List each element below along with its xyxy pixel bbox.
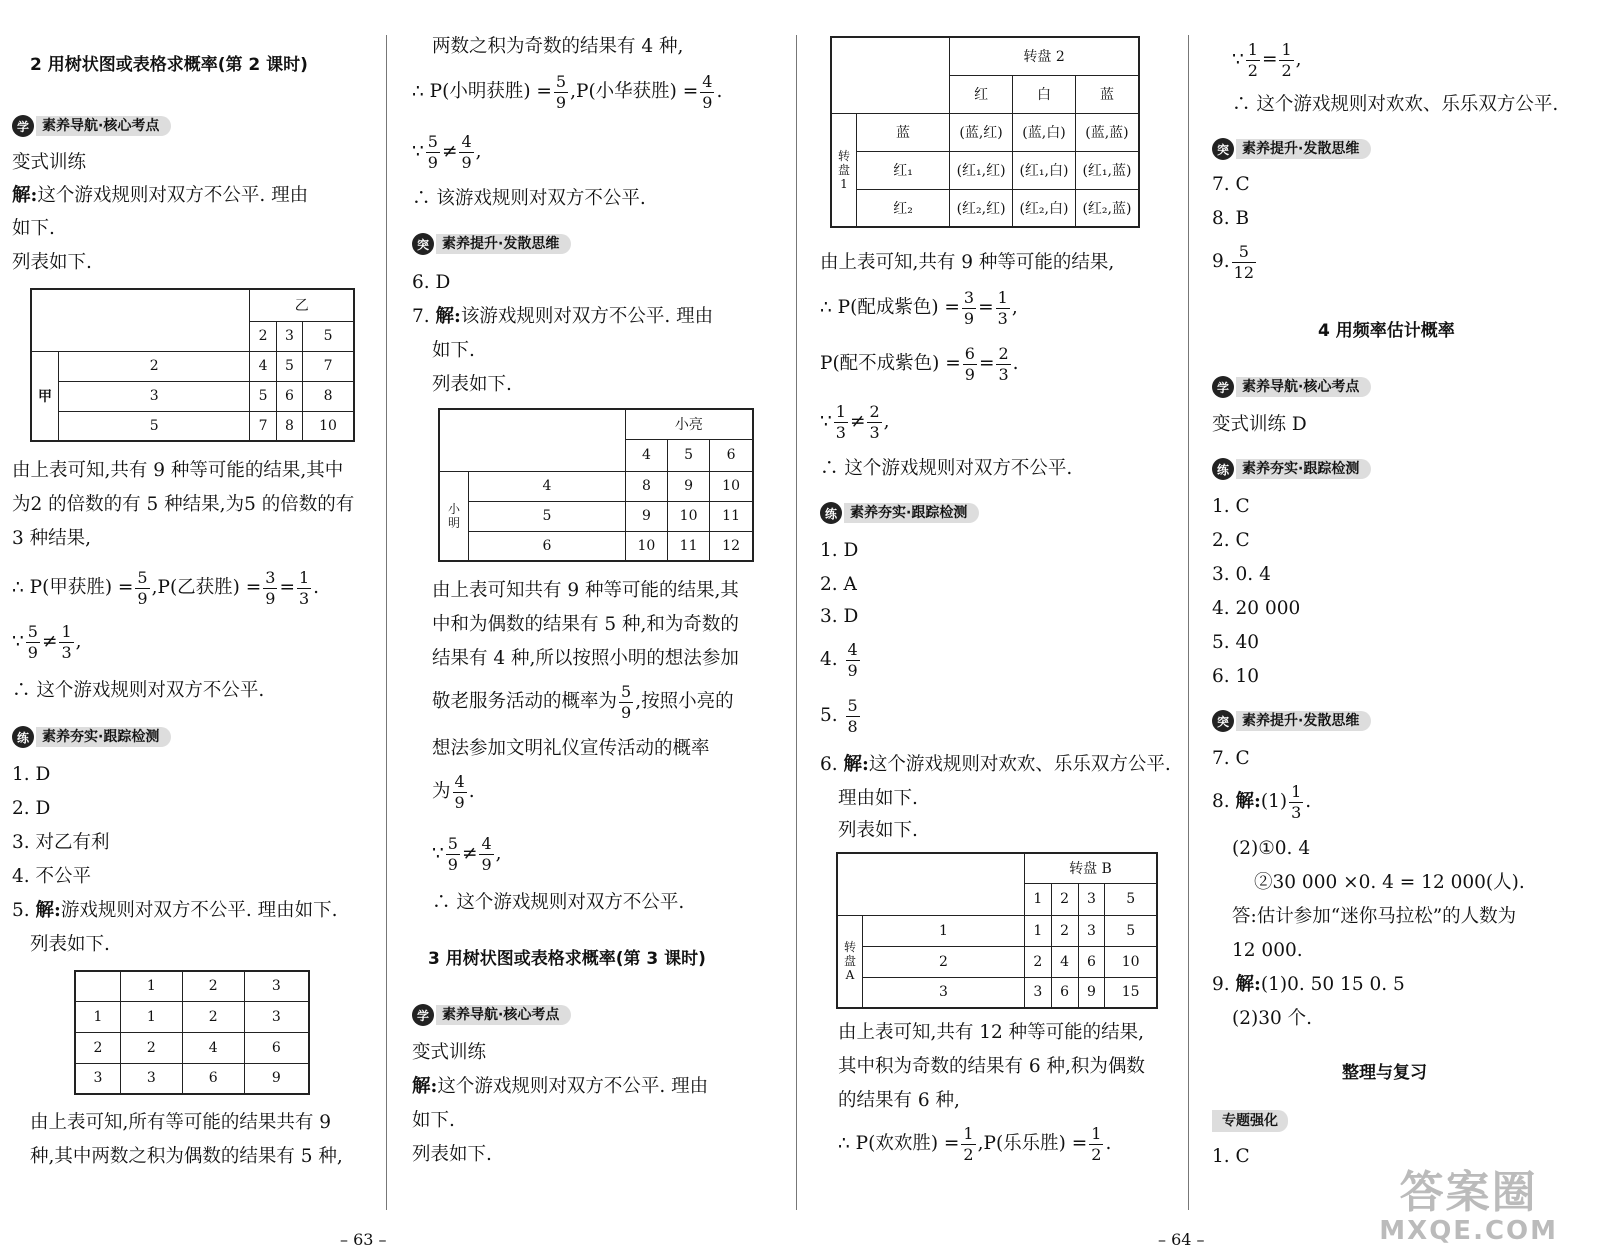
table-cell: 3 — [244, 1001, 309, 1032]
table-cell: 5 — [1105, 915, 1157, 946]
formula-line: ∵ $\frac{5}{9}$ ≠ $\frac{4}{9}$ , — [432, 833, 502, 874]
row-label: 甲 — [31, 351, 59, 441]
answer-line: 1. C — [1212, 1146, 1250, 1167]
table-cell: (红₁,红) — [950, 151, 1013, 189]
answer-line: 3. 0. 4 — [1212, 564, 1271, 585]
answer-line: 7. C — [1212, 174, 1250, 195]
formula-line: ∵ $\frac{5}{9}$ ≠ $\frac{1}{3}$ , — [12, 621, 82, 662]
table-cell: 2 — [182, 971, 244, 1001]
formula-line: ∴ P(小明获胜) = $\frac{5}{9}$ ,P(小华获胜) = $\frac{4}{9}$ . — [412, 71, 723, 112]
table-cell: 5 — [59, 411, 250, 441]
text-line: (2)30 个. — [1232, 1008, 1313, 1029]
table-cell: 3 — [59, 381, 250, 411]
table-cell: 4 — [182, 1032, 244, 1063]
text-line: ②30 000 ×0. 4 = 12 000(人). — [1254, 872, 1525, 893]
text-line: ∴ 这个游戏规则对欢欢、乐乐双方公平. — [1232, 94, 1559, 115]
section-badge — [1212, 374, 1371, 400]
table-cell: 6 — [1051, 977, 1078, 1008]
badge-label: 素养夯实·跟踪检测 — [36, 727, 171, 747]
text-line: ∴ 这个游戏规则对双方不公平. — [820, 458, 1073, 479]
badge-icon: 学 — [412, 1004, 434, 1026]
table-cell: 5 — [303, 321, 354, 351]
table-cell: 6 — [469, 531, 626, 561]
answer-line: 5. $\frac{5}{8}$ — [820, 695, 858, 736]
table-cell: (红₂,蓝) — [1075, 189, 1139, 227]
table-cell: 2 — [1051, 915, 1078, 946]
row-label: 转盘1 — [831, 113, 857, 227]
table-cell: 2 — [1051, 883, 1078, 915]
answer-line: 7. C — [1212, 748, 1250, 769]
section-title: 3 用树状图或表格求概率(第 3 课时) — [428, 949, 706, 969]
text-line: 由上表可知,共有 9 种等可能的结果,其中 — [12, 460, 344, 481]
formula-line: 为 $\frac{4}{9}$ . — [432, 771, 475, 812]
text-line: ∴ 这个游戏规则对双方不公平. — [432, 892, 685, 913]
badge-icon: 学 — [1212, 376, 1234, 398]
result-table — [836, 852, 1158, 1009]
table-cell: 2 — [250, 321, 276, 351]
badge-icon: 突 — [1212, 710, 1234, 732]
table-cell: 红 — [950, 75, 1013, 113]
table-header: 小亮 — [625, 409, 753, 439]
text-line: 列表如下. — [838, 820, 918, 841]
table-cell: 4 — [469, 471, 626, 501]
text-line: 变式训练 — [412, 1042, 487, 1063]
text-line: 如下. — [432, 340, 475, 361]
formula-line: ∵ $\frac{1}{3}$ ≠ $\frac{2}{3}$ , — [820, 401, 890, 442]
answer-line: 5. 解:游戏规则对双方不公平. 理由如下. — [12, 900, 338, 921]
answer-line: 1. D — [12, 764, 51, 785]
text-line: 由上表可知,所有等可能的结果共有 9 — [30, 1112, 332, 1133]
table-cell: 1 — [1024, 883, 1051, 915]
table-header: 转盘 B — [1024, 853, 1157, 883]
table-cell: 6 — [710, 439, 753, 471]
page-number: – 63 – — [340, 1230, 387, 1249]
text-line: 列表如下. — [412, 1144, 492, 1165]
text-line: 解:这个游戏规则对双方不公平. 理由 — [412, 1076, 709, 1097]
table-cell: 12 — [710, 531, 753, 561]
text-line: 为2 的倍数的有 5 种结果,为5 的倍数的有 — [12, 494, 355, 515]
table-cell: 蓝 — [857, 113, 950, 151]
table-cell: 9 — [244, 1063, 309, 1094]
badge-icon: 练 — [820, 502, 842, 524]
text-line: 种,其中两数之积为偶数的结果有 5 种, — [30, 1146, 343, 1167]
answer-line: 2. C — [1212, 530, 1250, 551]
table-cell: 3 — [75, 1063, 121, 1094]
table-cell: 7 — [250, 411, 276, 441]
text-line: 想法参加文明礼仪宣传活动的概率 — [432, 738, 710, 759]
table-cell: 10 — [303, 411, 354, 441]
column-divider — [386, 35, 387, 1210]
answer-line: 4. 20 000 — [1212, 598, 1301, 619]
badge-icon: 练 — [12, 726, 34, 748]
formula-line: 敬老服务活动的概率为 $\frac{5}{9}$ ,按照小亮的 — [432, 681, 734, 722]
result-table — [438, 408, 754, 562]
table-cell: 6 — [244, 1032, 309, 1063]
text-line: 结果有 4 种,所以按照小明的想法参加 — [432, 648, 739, 669]
answer-line: 9. $\frac{5}{12}$ — [1212, 241, 1255, 282]
table-cell: 5 — [276, 351, 302, 381]
text-line: 列表如下. — [12, 252, 92, 273]
table-cell: 5 — [1105, 883, 1157, 915]
table-cell: (红₁,蓝) — [1075, 151, 1139, 189]
table-cell: 5 — [469, 501, 626, 531]
text-line: 如下. — [12, 218, 55, 239]
table-cell: (红₂,白) — [1013, 189, 1076, 227]
text-line: 中和为偶数的结果有 5 种,和为奇数的 — [432, 614, 739, 635]
text-line: 列表如下. — [432, 374, 512, 395]
table-cell: 3 — [863, 977, 1025, 1008]
table-cell: 6 — [182, 1063, 244, 1094]
text-line: 理由如下. — [838, 788, 918, 809]
text-line: 3 种结果, — [12, 528, 92, 549]
section-badge — [1212, 708, 1371, 734]
text-line: 变式训练 — [12, 152, 87, 173]
badge-label: 素养提升·发散思维 — [1236, 711, 1371, 731]
table-cell: 5 — [668, 439, 710, 471]
formula-line: ∵ $\frac{5}{9}$ ≠ $\frac{4}{9}$ , — [412, 131, 482, 172]
badge-label: 素养导航·核心考点 — [1236, 377, 1371, 397]
table-cell: 3 — [121, 1063, 183, 1094]
table-cell: 10 — [625, 531, 667, 561]
answer-line: 2. D — [12, 798, 51, 819]
table-cell: 2 — [182, 1001, 244, 1032]
text-line: 解:这个游戏规则对双方不公平. 理由 — [12, 185, 309, 206]
table-cell: 3 — [1078, 915, 1105, 946]
formula-line: P(配不成紫色) = $\frac{6}{9}$ = $\frac{2}{3}$ . — [820, 343, 1019, 384]
table-cell: 2 — [121, 1032, 183, 1063]
table-cell: 2 — [75, 1032, 121, 1063]
table-cell: 9 — [1078, 977, 1105, 1008]
table-cell: 8 — [625, 471, 667, 501]
column-divider — [1188, 35, 1189, 1210]
text-line: ∴ 该游戏规则对双方不公平. — [412, 188, 646, 209]
table-cell: 15 — [1105, 977, 1157, 1008]
result-table — [74, 970, 310, 1095]
table-cell: 7 — [303, 351, 354, 381]
section-badge — [412, 1002, 571, 1028]
answer-line: 3. 对乙有利 — [12, 832, 110, 853]
badge-icon: 学 — [12, 115, 34, 137]
table-cell: 9 — [625, 501, 667, 531]
table-header: 转盘 2 — [950, 37, 1139, 75]
answer-line: 6. D — [412, 272, 451, 293]
table-cell: 4 — [1051, 946, 1078, 977]
answer-line: 6. 解:这个游戏规则对欢欢、乐乐双方公平. — [820, 754, 1171, 775]
section-badge — [1212, 136, 1371, 162]
formula-line: ∴ P(配成紫色) = $\frac{3}{9}$ = $\frac{1}{3}$ , — [820, 287, 1018, 328]
answer-line: 4. $\frac{4}{9}$ — [820, 639, 858, 680]
badge-label: 素养夯实·跟踪检测 — [1236, 459, 1371, 479]
table-cell: 8 — [303, 381, 354, 411]
text-line: 12 000. — [1232, 940, 1303, 961]
badge-icon: 突 — [1212, 138, 1234, 160]
result-table — [830, 36, 1140, 228]
row-label: 转盘A — [837, 915, 863, 1008]
text-line: 变式训练 D — [1212, 414, 1307, 435]
section-badge: 专题强化 — [1212, 1110, 1288, 1132]
answer-line: 1. D — [820, 540, 859, 561]
section-title: 整理与复习 — [1342, 1063, 1427, 1083]
table-cell: (红₂,红) — [950, 189, 1013, 227]
table-header: 乙 — [250, 289, 354, 321]
table-cell: 红₁ — [857, 151, 950, 189]
answer-line: 1. C — [1212, 496, 1250, 517]
table-cell: 9 — [668, 471, 710, 501]
table-cell: (红₁,白) — [1013, 151, 1076, 189]
text-line: 如下. — [412, 1110, 455, 1131]
section-badge — [1212, 456, 1371, 482]
badge-label: 素养导航·核心考点 — [36, 116, 171, 136]
table-cell: 5 — [250, 381, 276, 411]
text-line: 由上表可知,共有 9 种等可能的结果, — [820, 252, 1115, 273]
text-line: 列表如下. — [30, 934, 110, 955]
answer-line: 8. B — [1212, 208, 1250, 229]
table-cell: 11 — [710, 501, 753, 531]
watermark-logo: 答案圈 MXQE.COM — [1379, 1167, 1558, 1246]
table-cell: 1 — [75, 1001, 121, 1032]
table-cell: (蓝,白) — [1013, 113, 1076, 151]
table-cell: 3 — [276, 321, 302, 351]
table-cell: 6 — [1078, 946, 1105, 977]
formula-line: ∴ P(欢欢胜) = $\frac{1}{2}$ ,P(乐乐胜) = $\frac{1}{2}$ . — [838, 1123, 1112, 1164]
table-cell: 1 — [1024, 915, 1051, 946]
badge-icon: 练 — [1212, 458, 1234, 480]
table-cell: 红₂ — [857, 189, 950, 227]
section-badge — [412, 231, 571, 257]
answer-line: 6. 10 — [1212, 666, 1260, 687]
text-line: ∴ 这个游戏规则对双方不公平. — [12, 680, 265, 701]
answer-line: 5. 40 — [1212, 632, 1260, 653]
badge-label: 素养提升·发散思维 — [1236, 139, 1371, 159]
page-number: – 64 – — [1158, 1230, 1205, 1249]
section-title: 4 用频率估计概率 — [1318, 321, 1455, 341]
badge-label: 素养导航·核心考点 — [436, 1005, 571, 1025]
table-cell: 2 — [1024, 946, 1051, 977]
answer-line: 2. A — [820, 574, 857, 595]
answer-line: 8. 解:(1) $\frac{1}{3}$ . — [1212, 781, 1312, 822]
table-cell: 6 — [276, 381, 302, 411]
text-line: 其中积为奇数的结果有 6 种,积为偶数 — [838, 1056, 1145, 1077]
row-label: 小明 — [439, 471, 469, 561]
table-cell: 10 — [668, 501, 710, 531]
table-cell: 3 — [1024, 977, 1051, 1008]
text-line: 两数之积为奇数的结果有 4 种, — [432, 36, 684, 57]
section-badge — [820, 500, 979, 526]
column-divider — [796, 35, 797, 1210]
table-cell: 2 — [863, 946, 1025, 977]
formula-line: ∵ $\frac{1}{2}$ = $\frac{1}{2}$ , — [1232, 39, 1302, 80]
text-line: 的结果有 6 种, — [838, 1090, 960, 1111]
badge-icon: 突 — [412, 233, 434, 255]
table-cell: 3 — [1078, 883, 1105, 915]
formula-line: ∴ P(甲获胜) = $\frac{5}{9}$ ,P(乙获胜) = $\frac{3}{9}$ = $\frac{1}{3}$ . — [12, 567, 320, 608]
table-cell: 白 — [1013, 75, 1076, 113]
section-title: 2 用树状图或表格求概率(第 2 课时) — [30, 55, 308, 75]
table-cell: (蓝,蓝) — [1075, 113, 1139, 151]
answer-line: 7. 解:该游戏规则对双方不公平. 理由 — [412, 306, 714, 327]
table-cell: 1 — [121, 1001, 183, 1032]
text-line: 由上表可知共有 9 种等可能的结果,其 — [432, 580, 739, 601]
table-cell: 10 — [1105, 946, 1157, 977]
result-table — [30, 288, 355, 442]
answer-line: 4. 不公平 — [12, 866, 92, 887]
table-cell: 2 — [59, 351, 250, 381]
text-line: 由上表可知,共有 12 种等可能的结果, — [838, 1022, 1145, 1043]
table-cell: 8 — [276, 411, 302, 441]
badge-label: 素养夯实·跟踪检测 — [844, 503, 979, 523]
badge-label: 素养提升·发散思维 — [436, 234, 571, 254]
answer-line: 3. D — [820, 606, 859, 627]
text-line: 答:估计参加“迷你马拉松”的人数为 — [1232, 906, 1517, 927]
table-cell: 1 — [863, 915, 1025, 946]
table-cell: 蓝 — [1075, 75, 1139, 113]
table-cell: 11 — [668, 531, 710, 561]
answer-line: 9. 解:(1)0. 50 15 0. 5 — [1212, 974, 1405, 995]
section-badge — [12, 724, 171, 750]
table-cell: 4 — [250, 351, 276, 381]
table-cell: 10 — [710, 471, 753, 501]
text-line: (2)①0. 4 — [1232, 838, 1311, 859]
section-badge — [12, 113, 171, 139]
table-cell: 4 — [625, 439, 667, 471]
table-cell: 1 — [121, 971, 183, 1001]
table-cell: 3 — [244, 971, 309, 1001]
table-cell: (蓝,红) — [950, 113, 1013, 151]
